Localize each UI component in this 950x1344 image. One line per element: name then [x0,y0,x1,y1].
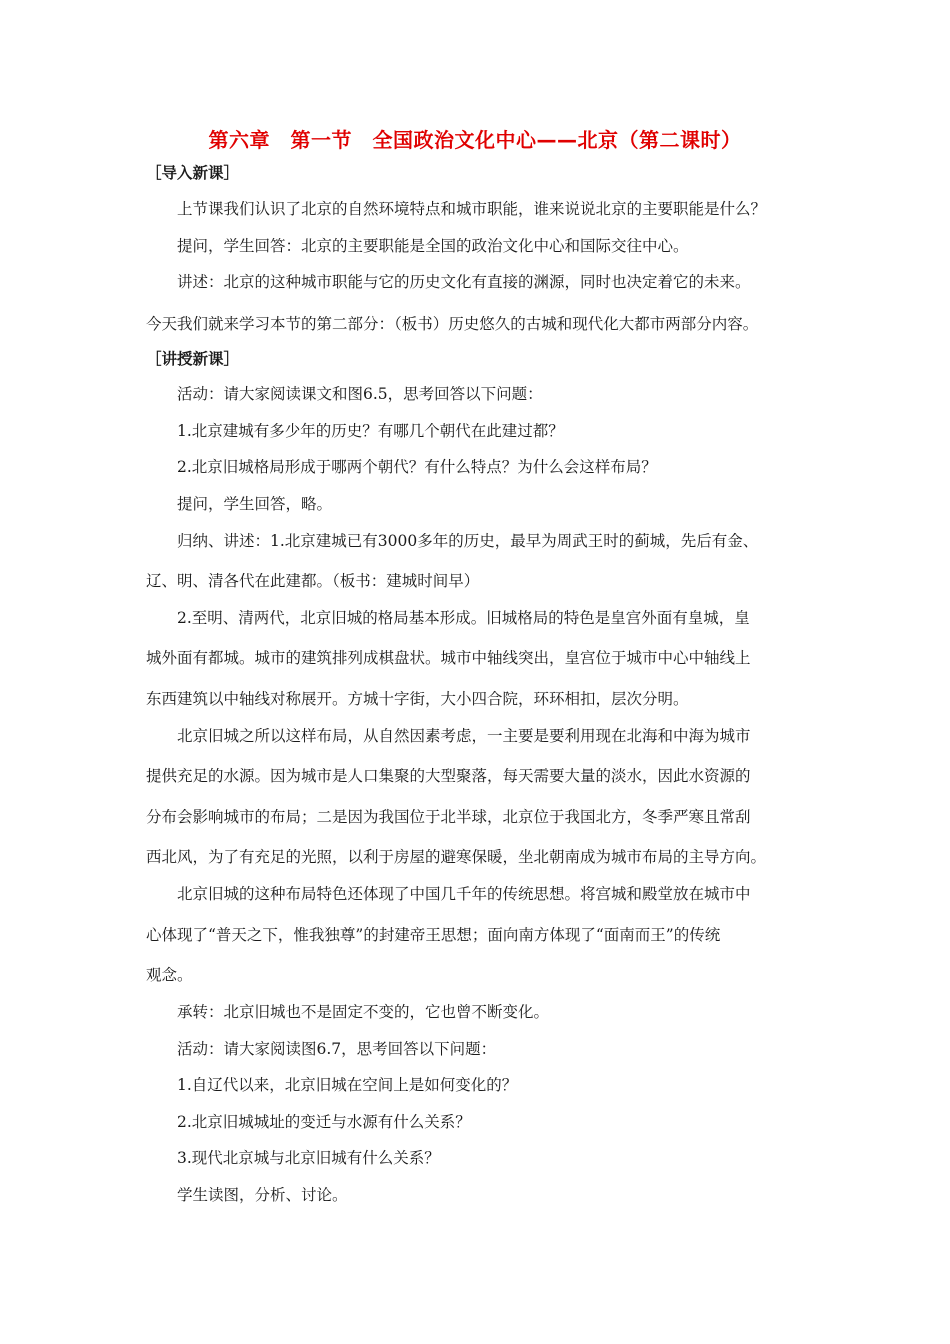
paragraph-line: 2.北京旧城格局形成于哪两个朝代？有什么特点？为什么会这样布局？ [177,458,657,476]
paragraph-line: 分布会影响城市的布局；二是因为我国位于北半球，北京位于我国北方，冬季严寒且常刮 [146,808,751,826]
paragraph-line: 北京旧城的这种布局特色还体现了中国几千年的传统思想。将宫城和殿堂放在城市中 [177,885,751,903]
paragraph-line: 辽、明、清各代在此建都。（板书：建城时间早） [146,572,480,590]
paragraph-line: 提问，学生回答：北京的主要职能是全国的政治文化中心和国际交往中心。 [177,237,689,255]
paragraph-line: 城外面有都城。城市的建筑排列成棋盘状。城市中轴线突出，皇宫位于城市中心中轴线上 [146,649,751,667]
paragraph-line: 承转：北京旧城也不是固定不变的，它也曾不断变化。 [177,1003,550,1021]
section-heading-lecture: ［讲授新课］ [146,350,240,368]
paragraph-line: 今天我们就来学习本节的第二部分：（板书）历史悠久的古城和现代化大都市两部分内容。 [146,315,759,333]
paragraph-line: 2.至明、清两代，北京旧城的格局基本形成。旧城格局的特色是皇宫外面有皇城，皇 [177,609,750,627]
paragraph-line: 北京旧城之所以这样布局，从自然因素考虑，一主要是要利用现在北海和中海为城市 [177,727,751,745]
paragraph-line: 讲述：北京的这种城市职能与它的历史文化有直接的渊源，同时也决定着它的未来。 [177,273,751,291]
paragraph-line: 3.现代北京城与北京旧城有什么关系？ [177,1149,440,1167]
paragraph-line: 心体现了“普天之下，惟我独尊”的封建帝王思想；面向南方体现了“面南而王”的传统 [146,926,721,944]
paragraph-line: 1.北京建城有多少年的历史？有哪几个朝代在此建过都？ [177,422,564,440]
paragraph-line: 2.北京旧城城址的变迁与水源有什么关系？ [177,1113,471,1131]
paragraph-line: 上节课我们认识了北京的自然环境特点和城市职能，谁来说说北京的主要职能是什么？ [177,200,767,218]
section-heading-intro: ［导入新课］ [146,164,240,182]
paragraph-line: 观念。 [146,966,193,984]
page-title: 第六章 第一节 全国政治文化中心——北京（第二课时） [208,128,742,152]
paragraph-line: 活动：请大家阅读图6.7，思考回答以下问题： [177,1040,497,1058]
paragraph-line: 1.自辽代以来，北京旧城在空间上是如何变化的？ [177,1076,518,1094]
paragraph-line: 提供充足的水源。因为城市是人口集聚的大型聚落，每天需要大量的淡水，因此水资源的 [146,767,751,785]
paragraph-line: 东西建筑以中轴线对称展开。方城十字街，大小四合院，环环相扣，层次分明。 [146,690,689,708]
paragraph-line: 西北风，为了有充足的光照，以利于房屋的避寒保暖，坐北朝南成为城市布局的主导方向。 [146,848,767,866]
paragraph-line: 归纳、讲述：1.北京建城已有3000多年的历史，最早为周武王时的蓟城，先后有金、 [177,532,759,550]
paragraph-line: 活动：请大家阅读课文和图6.5，思考回答以下问题： [177,385,543,403]
paragraph-line: 提问，学生回答，略。 [177,495,333,513]
paragraph-line: 学生读图，分析、讨论。 [177,1186,348,1204]
